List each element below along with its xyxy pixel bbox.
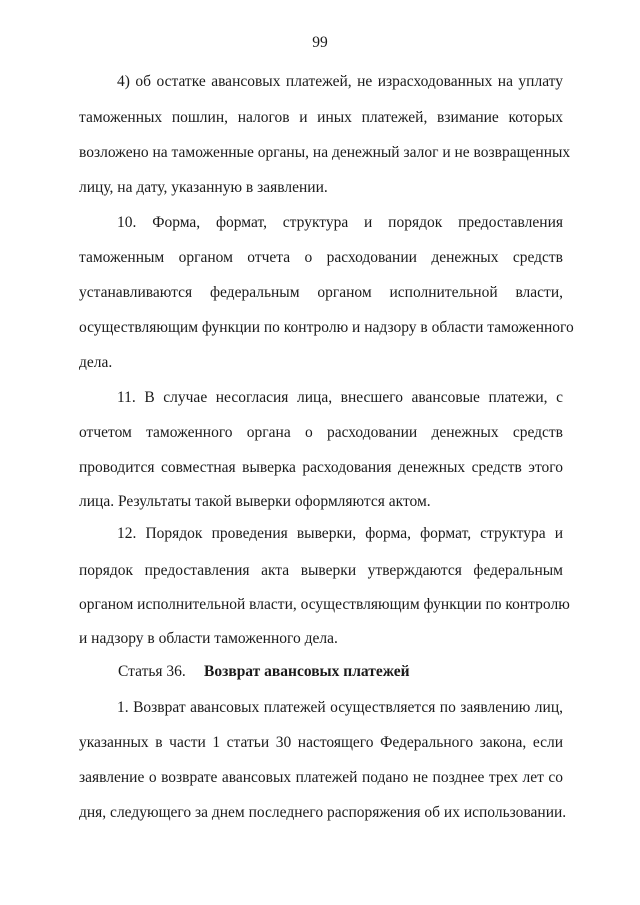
text-line: органом исполнительной власти, осуществляющим функции по контролю bbox=[79, 596, 570, 613]
article-number: Статья 36. bbox=[118, 663, 186, 680]
text-line: дела. bbox=[79, 354, 113, 371]
text-line: лицу, на дату, указанную в заявлении. bbox=[79, 179, 328, 196]
text-line: порядок предоставления акта выверки утверждаются федеральным bbox=[79, 562, 563, 579]
text-line: 11. В случае несогласия лица, внесшего авансовые платежи, с bbox=[117, 389, 563, 406]
text-line: устанавливаются федеральным органом исполнительной власти, bbox=[79, 284, 563, 301]
text-line: лица. Результаты такой выверки оформляются актом. bbox=[79, 493, 431, 510]
text-line: проводится совместная выверка расходования денежных средств этого bbox=[79, 459, 563, 476]
text-line: указанных в части 1 статьи 30 настоящего Федерального закона, если bbox=[79, 734, 563, 751]
text-line: 10. Форма, формат, структура и порядок предоставления bbox=[117, 214, 563, 231]
text-line: и надзору в области таможенного дела. bbox=[79, 630, 338, 647]
text-line: возложено на таможенные органы, на денежный залог и не возвращенных bbox=[79, 144, 571, 161]
text-line: таможенных пошлин, налогов и иных платежей, взимание которых bbox=[79, 109, 563, 126]
text-line: 12. Порядок проведения выверки, форма, формат, структура и bbox=[117, 525, 563, 542]
text-line: дня, следующего за днем последнего распоряжения об их использовании. bbox=[79, 804, 567, 821]
page-number: 99 bbox=[312, 34, 328, 51]
text-line: отчетом таможенного органа о расходовании денежных средств bbox=[79, 424, 563, 441]
article-title: Возврат авансовых платежей bbox=[204, 663, 410, 680]
text-line: осуществляющим функции по контролю и надзору в области таможенного bbox=[79, 319, 574, 336]
text-line: 1. Возврат авансовых платежей осуществляется по заявлению лиц, bbox=[117, 699, 563, 716]
text-line: заявление о возврате авансовых платежей подано не позднее трех лет со bbox=[79, 769, 563, 786]
text-line: таможенным органом отчета о расходовании денежных средств bbox=[79, 249, 563, 266]
article-heading bbox=[118, 662, 410, 682]
text-line: 4) об остатке авансовых платежей, не израсходованных на уплату bbox=[117, 73, 563, 90]
